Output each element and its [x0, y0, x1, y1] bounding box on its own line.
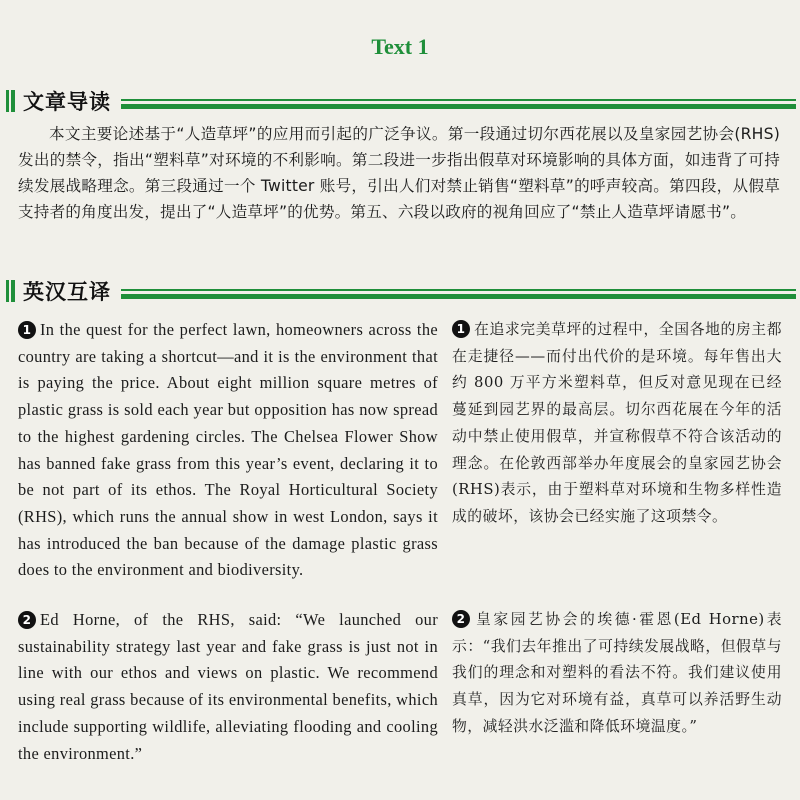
text-heading: Text 1 — [371, 34, 429, 59]
paragraph-number-badge: 2 — [452, 610, 470, 628]
english-text: Ed Horne, of the RHS, said: “We launched our sustainability strategy last year and fake grass is just not in line with our ethos and views on plastic. We recommend using real grass because of its environmental benefits, which include supporting wildlife, alleviating flooding and cooling the environment.” — [18, 610, 438, 763]
chinese-text: 在追求完美草坪的过程中，全国各地的房主都在走捷径——而付出代价的是环境。每年售出大约 800 万平方米塑料草，但反对意见现在已经蔓延到园艺界的最高层。切尔西花展在今年的活动中禁止使用假草，并宣称假草不符合该活动的理念。在伦敦西部举办年度展会的皇家园艺协会(RHS)表示，由于塑料草对环境和生物多样性造成的破坏，该协会已经实施了这项禁令。 — [452, 321, 782, 525]
section-title: 文章导读 — [23, 90, 111, 114]
section-rule — [121, 90, 796, 112]
section-header-translation — [6, 276, 796, 306]
paragraph-number-badge: 2 — [18, 611, 36, 629]
paragraph-number-badge: 1 — [18, 321, 36, 339]
section-title: 英汉互译 — [23, 280, 111, 304]
english-text: In the quest for the perfect lawn, homeowners across the country are taking a shortcut—and it is the environment that is paying the price. About eight million square metres of plastic grass is sold each year but opposition has now spread to the highest gardening circles. The Chelsea Flower Show has banned fake grass from this year’s event, declaring it to be not part of its ethos. The Royal Horticultural Society (RHS), which runs the annual show in west London, says it has introduced the ban because of the damage plastic grass does to the environment and biodiversity. — [18, 320, 438, 580]
chinese-paragraph-1 — [452, 317, 782, 531]
paragraph-number-badge: 1 — [452, 320, 470, 338]
intro-paragraph: 本文主要论述基于“人造草坪”的应用而引起的广泛争议。第一段通过切尔西花展以及皇家园艺协会(RHS)发出的禁令，指出“塑料草”对环境的不利影响。第二段进一步指出假草对环境影响的具体方面，如违背了可持续发展战略理念。第三段通过一个 Twitter 账号，引出人们对禁止销售“塑料草”的呼声较高。第四段，从假草支持者的角度出发，提出了“人造草坪”的优势。第五、六段以政府的视角回应了“禁止人造草坪请愿书”。 — [18, 125, 780, 221]
english-paragraph-2 — [18, 607, 438, 767]
chinese-paragraph-2 — [452, 607, 782, 741]
section-marker-icon — [6, 280, 15, 302]
english-paragraph-1 — [18, 317, 438, 584]
section-marker-icon — [6, 90, 15, 112]
section-header-intro — [6, 86, 796, 116]
section-rule — [121, 280, 796, 302]
chinese-text: 皇家园艺协会的埃德·霍恩(Ed Horne)表示：“我们去年推出了可持续发展战略，但假草与我们的理念和对塑料的看法不符。我们建议使用真草，因为它对环境有益，真草可以养活野生动物，减轻洪水泛滥和降低环境温度。” — [452, 611, 782, 735]
